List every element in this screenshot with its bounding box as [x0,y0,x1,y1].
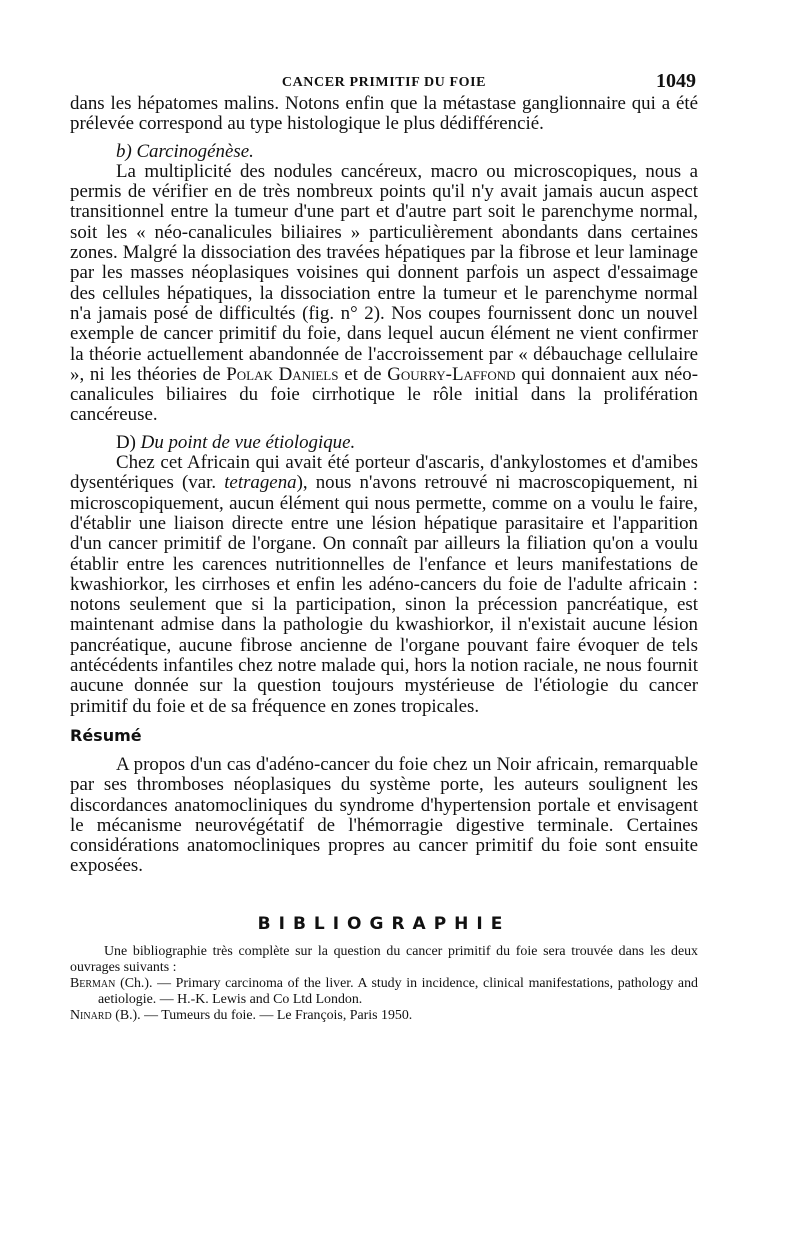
paragraph-continuation: dans les hépatomes malins. Notons enfin que la métastase ganglionnaire qui a été prélevée correspond au type histologique le plus dédifférencié. [70,93,698,135]
running-title: CANCER PRIMITIF DU FOIE [281,75,487,90]
bibliography-entry [70,1008,698,1024]
paragraph-carcinogenese-and: et de [344,363,382,385]
bibliography-author: Ninard [70,1007,112,1023]
bibliography-intro: Une bibliographie très complète sur la question du cancer primitif du foie sera trouvée dans les deux ouvrages suivants : [70,943,698,975]
paragraph-etiologique-italic-term: tetragena [224,472,297,494]
paragraph-etiologique-part2: ), nous n'avons retrouvé ni macroscopiquement, ni microscopiquement, aucun élément qui nous permette, comme on a voulu le faire, d'établir une liaison directe entre une lésion hépatique parasitaire et l'apparition d'un cancer primitif de l'organe. On connaît par ailleurs la filiation qu'on a voulu établir entre les carences nutritionnelles de l'enfance et leurs manifestations de kwashiorkor, les cirrhoses et enfin les adéno-cancers du foie de l'adulte africain : notons seulement que si la participation, sinon la précession pancréatique, est maintenant admise dans la pathologie du kwashiorkor, il n'existait aucune lésion pancréatique, aucune fibrose ancienne de l'organe pouvant faire évoquer de tels antécédents infantiles chez notre malade qui, hors la notion raciale, ne nous fournit aucune donnée sur la question toujours mystérieuse de l'étiologie du cancer primitif du foie et de sa fréquence en zones tropicales. [70,472,699,717]
bibliography-reference: (B.). — Tumeurs du foie. — Le François, Paris 1950. [115,1007,413,1023]
section-heading-etiologique-title: Du point de vue étiologique. [140,431,356,453]
section-heading-etiologique-label: D) [116,431,136,453]
running-header [70,60,698,94]
bibliography-heading: BIBLIOGRAPHIE [257,913,511,934]
bibliography-author: Berman [70,975,116,991]
document-page [70,60,698,1024]
paragraph-etiologique [70,453,698,717]
author-name-polak-daniels: Polak Daniels [226,363,339,385]
section-heading-carcinogenese [70,142,698,162]
section-heading-etiologique [70,433,698,453]
resume-heading: Résumé [70,725,142,745]
paragraph-carcinogenese-part2: qui donnaient aux néo-canalicules biliaires du foie cirrhotique le rôle initial dans la prolifération cancéreuse. [70,363,699,426]
bibliography-reference: (Ch.). — Primary carcinoma of the liver. A study in incidence, clinical manifestations, pathology and aetiologie. — H.-K. Lewis and Co Ltd London. [98,975,698,1007]
paragraph-carcinogenese-part1: La multiplicité des nodules cancéreux, macro ou microscopiques, nous a permis de vérifier en de très nombreux points qu'il n'y avait jamais aucun aspect transitionnel entre la tumeur d'une part et d'autre part soit le parenchyme normal, soit les « néo-canalicules biliaires » particulièrement abondants dans certaines zones. Malgré la dissociation des travées hépatiques par la fibrose et leur laminage par les masses néoplasiques voisines qui donnent parfois un aspect d'essaimage des cellules hépatiques, la dissociation entre la tumeur et le parenchyme normal n'a jamais posé de difficultés (fig. n° 2). Nos coupes fournissent donc un nouvel exemple de cancer primitif du foie, dans lequel aucun élément ne vient confirmer la théorie actuellement abandonnée de l'accroissement par « débauchage cellulaire », ni les théories de [70,160,698,385]
section-heading-carcinogenese-text: b) Carcinogénèse. [116,140,254,162]
paragraph-etiologique-part1: Chez cet Africain qui avait été porteur d'ascaris, d'ankylostomes et d'amibes dysentériques (var. [70,452,698,494]
page-number: 1049 [656,70,696,92]
paragraph-carcinogenese [70,162,698,426]
author-name-gourry-laffond: Gourry-Laffond [387,363,516,385]
resume-paragraph: A propos d'un cas d'adéno-cancer du foie chez un Noir africain, remarquable par ses thromboses néoplasiques du système porte, les auteurs soulignent les discordances anatomocliniques du syndrome d'hypertension portale et envisagent le mécanisme neurovégétatif de l'hémorragie digestive terminale. Certaines considérations anatomocliniques propres au cancer primitif du foie sont ensuite exposées. [70,753,698,877]
bibliography-entry [70,976,698,1008]
